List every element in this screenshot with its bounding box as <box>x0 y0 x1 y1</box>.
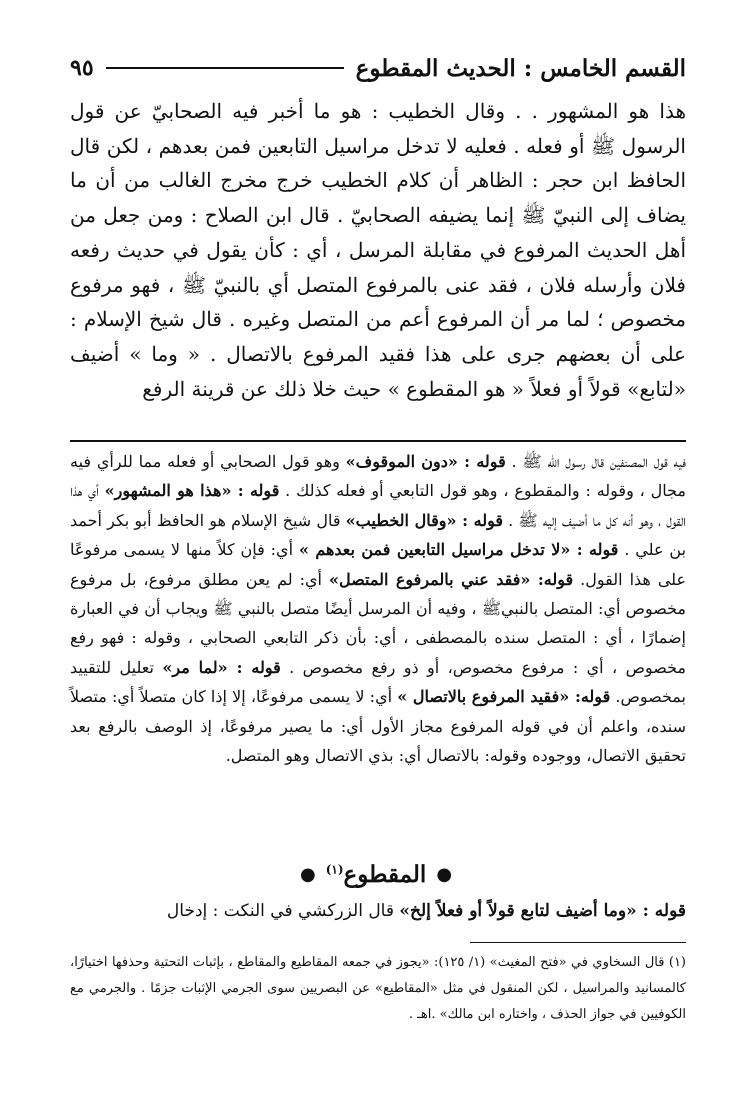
quoted-phrase: قوله : «وما أضيف لتابع قولاً أو فعلاً إلخ» <box>399 901 686 921</box>
commentary-text: قال شيخ الإسلام هو الحافظ أبو بكر أحمد بن علي . <box>70 510 687 560</box>
bullet-icon: ● <box>436 863 453 885</box>
header-rule <box>106 67 344 69</box>
post-heading-paragraph <box>70 896 686 926</box>
commentary-text: وهو قول الصحابي أو فعله مما للرأي فيه مجال ، وقوله : والمقطوع ، وهو قول التابعي أو فعله كذلك . <box>70 452 687 501</box>
quoted-phrase: قوله : «لا تدخل مراسيل التابعين فمن بعدهم » <box>298 540 619 560</box>
footnote-divider <box>470 942 686 943</box>
commentary-text: أي: لم يعن مطلق مرفوع، بل مرفوع مخصوص أي: المتصل بالنبيﷺ ، وفيه أن المرسل أيضًا متصل بالنبي ﷺ ويجاب أن في العبارة إضمارًا ، أي : المتصل سنده بالمصطفى ، أي: بأن ذكر التابعي الصحابي ، وقوله : فهو رفع مخصوص ، أي : مرفوع مخصوص، أو ذو رفع مخصوص . <box>70 569 687 677</box>
footnote-text: (١) قال السخاوي في «فتح المغيث» (١/ ١٢٥): «يجوز في جمعه المقاطيع والمقاطع ، بإثبات التحتية وحذفها اختيارًا، كالمسانيد والمراسيل ، لكن المنقول في مثل «المقاطيع» عن البصريين سوى الجرمي الإثبات جزمًا . والجرمي مع الكوفيين في جواز الحذف ، واختاره ابن مالك» .اهـ . <box>70 955 686 1022</box>
quoted-phrase: قوله: «فقد عني بالمرفوع المتصل» <box>329 569 574 589</box>
commentary <box>70 447 686 770</box>
footnote-marker: (١) <box>325 861 344 876</box>
post-heading-text <box>70 896 686 926</box>
quoted-phrase: قوله : «دون الموقوف» <box>345 452 506 471</box>
commentary-text: تعليل للتقييد بمخصوص. <box>70 657 686 707</box>
main-divider <box>70 440 686 442</box>
quoted-phrase: قوله : «هذا هو المشهور» <box>104 481 280 501</box>
section-title-text: المقطوع <box>343 860 427 888</box>
bullet-icon: ● <box>299 863 316 885</box>
commentary-text: أي: لا يسمى مرفوعًا، إلا إذا كان متصلاً أي: متصلاً سنده، واعلم أن في قوله المرفوع مجاز الأول أي: ما يصير مرفوعًا، إذ الوصف بالرفع بعد تحقيق الاتصال، ووجوده وقوله: بالاتصال أي: بذي الاتصال وهو المتصل. <box>70 687 686 766</box>
main-paragraph: هذا هو المشهور . . وقال الخطيب : هو ما أخبر فيه الصحابيّ عن قول الرسول ﷺ أو فعله . فعليه لا تدخل مراسيل التابعين فمن بعدهم ، لكن قال الحافظ ابن حجر : الظاهر أن كلام الخطيب خرج مخرج الغالب من أن ما يضاف إلى النبيّ ﷺ إنما يضيفه الصحابيّ . قال ابن الصلاح : ومن جعل من أهل الحديث المرفوع في مقابلة المرسل ، أي : كأن يقول في حديث رفعه فلان وأرسله فلان ، فقد عنى بالمرفوع المتصل أي بالنبيّ ﷺ ، فهو مرفوع مخصوص ؛ لما مر أن المرفوع أعم من المتصل وغيره . قال شيخ الإسلام : على أن بعضهم جرى على هذا فقيد المرفوع بالاتصال . « وما » أضيف «لتابع» قولاً أو فعلاً « هو المقطوع » حيث خلا ذلك عن قرينة الرفع <box>70 99 686 401</box>
commentary-text: فيه قول المصنفين قال رسول الله ﷺ . <box>505 452 687 471</box>
page-header <box>70 48 686 88</box>
commentary-paragraph <box>70 447 686 770</box>
section-title <box>326 861 427 888</box>
quoted-phrase: قوله : «لما مر» <box>162 657 281 677</box>
running-title: القسم الخامس : الحديث المقطوع <box>355 54 686 82</box>
quoted-phrase: قوله : «وقال الخطيب» <box>345 510 504 530</box>
commentary-text: أي: فإن كلاً منها لا يسمى مرفوعًا على هذا القول. <box>70 540 687 589</box>
post-heading-rest: قال الزركشي في النكت : إدخال <box>166 901 400 921</box>
commentary-text: أي هذا القول ، وهو أنه كل ما أضيف إليه ﷺ . <box>70 481 687 530</box>
section-heading <box>66 852 686 896</box>
main-text <box>70 94 686 406</box>
page-number: ٩٥ <box>70 55 94 81</box>
quoted-phrase: قوله: «فقيد المرفوع بالاتصال » <box>397 687 611 707</box>
footnote <box>70 950 686 1028</box>
